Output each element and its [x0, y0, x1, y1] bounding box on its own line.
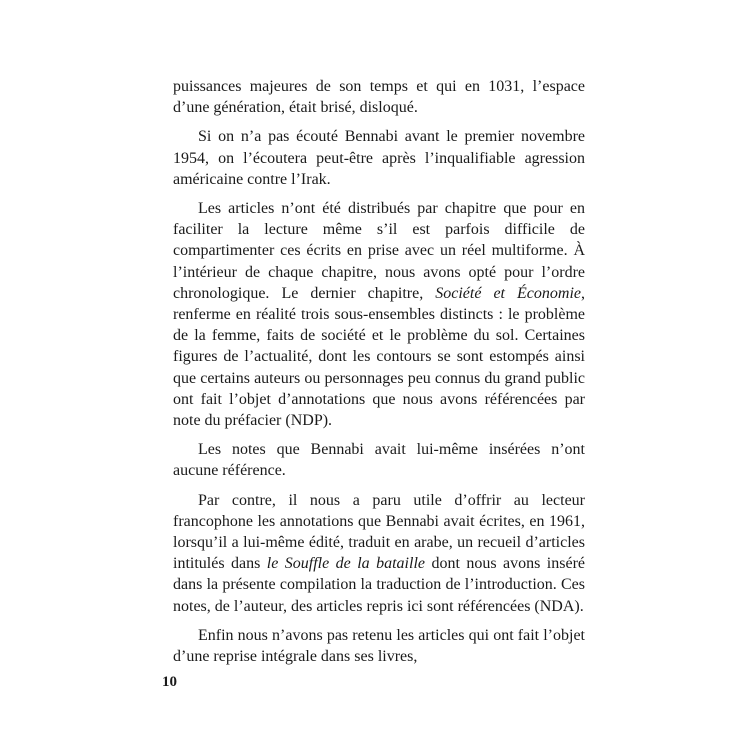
body-text [173, 76, 585, 675]
paragraph: Enfin nous n’avons pas retenu les articles qui ont fait l’objet d’une reprise intégrale dans ses livres, [173, 626, 585, 666]
paragraph [173, 490, 585, 617]
chapter-title-italic: Société et Économie [435, 284, 582, 302]
paragraph-text: Les articles n’ont été distribués par chapitre que pour en faciliter la lecture même s’il est parfois difficile de compartimenter ces écrits en prise avec un réel multiforme. À l’intérieur de chaque chapitre, nous avons opté pour l’ordre chronologique. Le dernier chapitre, [173, 200, 585, 302]
paragraph-text: dont nous avons inséré dans la présente compilation la traduction de l’introduction. Ces notes, de l’auteur, des articles repris ici sont référencées (NDA). [173, 555, 585, 615]
paragraph-continuation: puissances majeures de son temps et qui en 1031, l’espace d’une génération, était brisé, disloqué. [173, 78, 585, 117]
paragraph [173, 198, 585, 431]
book-title-italic: le Souffle de la bataille [266, 555, 425, 573]
page-number: 10 [162, 674, 177, 690]
paragraph-text: Par contre, il nous a paru utile d’offrir au lecteur francophone les annotations que Bennabi avait écrites, en 1961, lorsqu’il a lui-même édité, traduit en arabe, un recueil d’articles intitulés dans [173, 491, 585, 573]
paragraph: Si on n’a pas écouté Bennabi avant le premier novembre 1954, on l’écoutera peut-être après l’inqualifiable agression américaine contre l’Irak. [173, 128, 585, 188]
paragraph: Les notes que Bennabi avait lui-même insérées n’ont aucune référence. [173, 441, 585, 480]
paragraph-text: , renferme en réalité trois sous-ensembles distincts : le problème de la femme, faits de société et le problème du sol. Certaines figures de l’actualité, dont les contours se sont estompés ainsi que certains auteurs ou personnages peu connus du grand public ont fait l’objet d’annotations que nous avons référencées par note du préfacier (NDP). [173, 284, 586, 430]
